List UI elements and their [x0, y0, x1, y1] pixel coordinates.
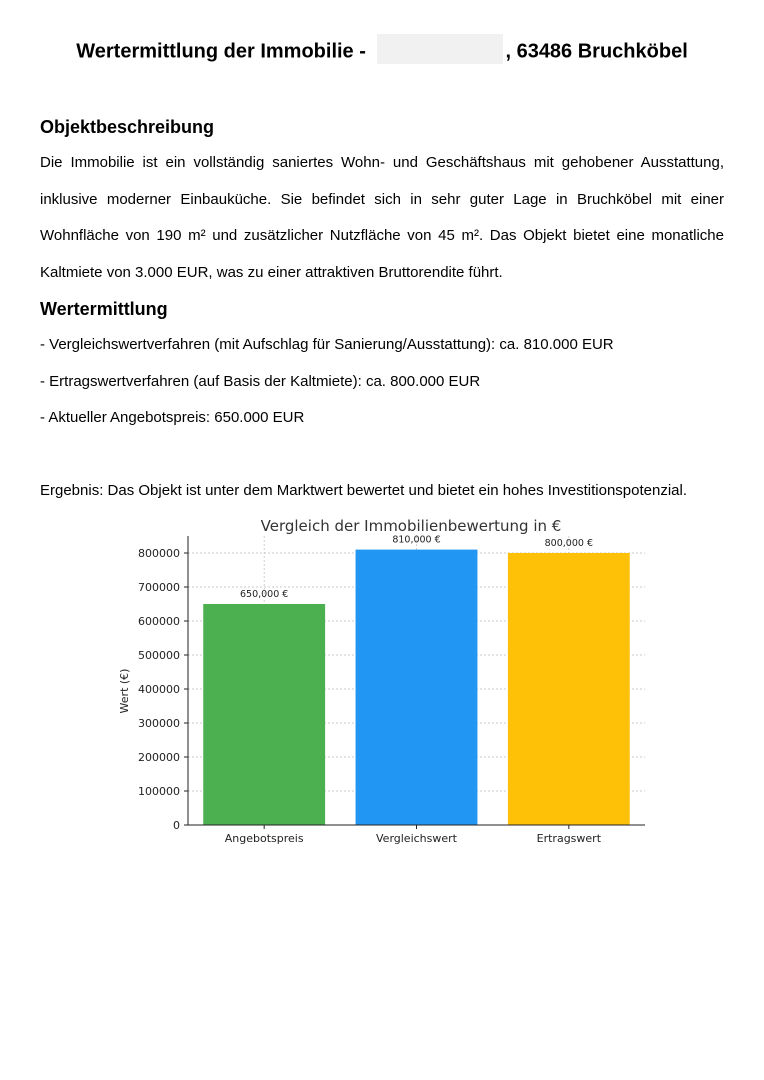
y-tick-label: 0 [173, 819, 180, 832]
y-tick-label: 200000 [138, 751, 180, 764]
list-item: - Vergleichswertverfahren (mit Aufschlag für Sanierung/Ausstattung): ca. 810.000 EUR [40, 336, 614, 353]
page-title [0, 40, 764, 64]
y-tick-label: 800000 [138, 547, 180, 560]
section-heading-objektbeschreibung: Objektbeschreibung [40, 117, 215, 137]
x-tick-label: Ertragswert [536, 832, 602, 845]
bar-angebotspreis [203, 604, 325, 825]
bar-chart [110, 510, 655, 850]
bar-value-label: 800,000 € [544, 538, 594, 549]
section-heading-wertermittlung: Wertermittlung [40, 299, 168, 319]
y-axis-label: Wert (€) [118, 668, 131, 714]
objektbeschreibung-text: Die Immobilie ist ein vollständig saniertes Wohn- und Geschäftshaus mit gehobener Ausstattung, inklusive moderner Einbauküche. Sie befindet sich in sehr guter Lage in Bruchköbel mit einer Wohnfläche von 190 m² und zusätzlicher Nutzfläche von 45 m². Das Objekt bietet eine monatliche Kaltmiete von 3.000 EUR, was zu einer attraktiven Bruttorendite führt. [40, 154, 724, 282]
y-tick-label: 500000 [138, 649, 180, 662]
title-suffix: , 63486 Bruchköbel [505, 40, 688, 63]
y-tick-label: 100000 [138, 785, 180, 798]
list-item: - Ertragswertverfahren (auf Basis der Kaltmiete): ca. 800.000 EUR [40, 373, 481, 390]
bar-value-label: 650,000 € [239, 589, 289, 600]
x-tick-label: Angebotspreis [224, 832, 304, 845]
bar-ertragswert [508, 553, 630, 825]
y-tick-label: 700000 [138, 581, 180, 594]
y-tick-label: 600000 [138, 615, 180, 628]
list-item: - Aktueller Angebotspreis: 650.000 EUR [40, 409, 305, 426]
result-text: Ergebnis: Das Objekt ist unter dem Marktwert bewertet und bietet ein hohes Investitionspotenzial. [40, 482, 687, 499]
y-tick-label: 400000 [138, 683, 180, 696]
bar-value-label: 810,000 € [392, 534, 441, 546]
redacted-address-block [377, 34, 503, 64]
chart-title: Vergleich der Immobilienbewertung in € [260, 517, 562, 535]
x-tick-label: Vergleichswert [376, 832, 457, 845]
bar-vergleichswert [356, 550, 478, 825]
y-tick-label: 300000 [138, 717, 180, 730]
title-prefix: Wertermittlung der Immobilie - [76, 40, 372, 63]
